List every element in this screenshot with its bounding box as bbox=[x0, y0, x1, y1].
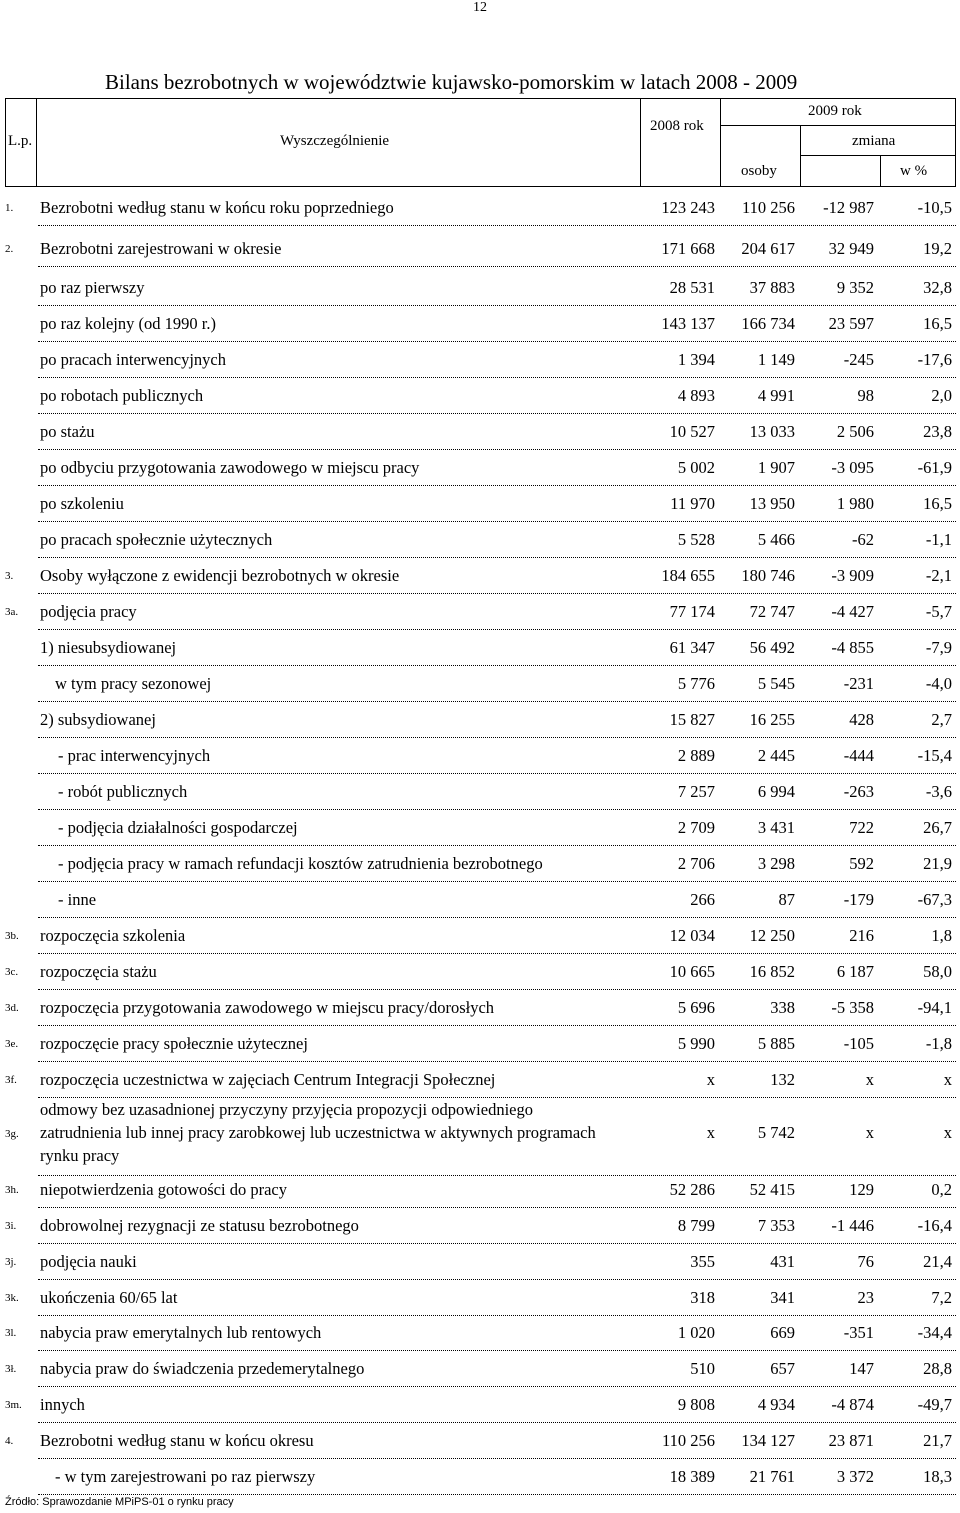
row-value-v2008: 11 970 bbox=[670, 494, 715, 513]
row-value-pct: 21,9 bbox=[923, 854, 952, 873]
row-value-pct: -34,4 bbox=[917, 1323, 952, 1342]
row-value-diff: -105 bbox=[843, 1034, 874, 1053]
row-value-v2009: 6 994 bbox=[757, 782, 795, 801]
row-value-v2008: 52 286 bbox=[669, 1180, 715, 1199]
row-value-v2008: 510 bbox=[690, 1359, 715, 1378]
row-separator bbox=[38, 701, 956, 702]
row-label: - podjęcia działalności gospodarczej bbox=[58, 818, 298, 837]
row-value-diff: -179 bbox=[843, 890, 874, 909]
row-value-v2009: 1 149 bbox=[757, 350, 795, 369]
row-lp: 3g. bbox=[5, 1128, 19, 1140]
row-value-v2008: 5 528 bbox=[677, 530, 715, 549]
row-separator bbox=[38, 449, 956, 450]
row-label: dobrowolnej rezygnacji ze statusu bezrobotnego bbox=[40, 1216, 359, 1235]
table-row bbox=[0, 1034, 960, 1056]
row-separator bbox=[38, 593, 956, 594]
row-value-diff: 216 bbox=[849, 926, 874, 945]
row-separator bbox=[38, 1175, 956, 1176]
header-zmiana: zmiana bbox=[852, 133, 896, 149]
row-separator bbox=[38, 1458, 956, 1459]
row-separator bbox=[38, 1422, 956, 1423]
row-value-diff: 9 352 bbox=[836, 278, 874, 297]
row-value-v2008: 5 776 bbox=[677, 674, 715, 693]
row-label: po szkoleniu bbox=[40, 494, 124, 513]
table-row bbox=[0, 566, 960, 588]
table-row bbox=[0, 674, 960, 696]
table-row bbox=[0, 746, 960, 768]
row-value-diff: -444 bbox=[843, 746, 874, 765]
row-label: Osoby wyłączone z ewidencji bezrobotnych w okresie bbox=[40, 566, 400, 585]
row-separator bbox=[38, 1061, 956, 1062]
row-separator bbox=[38, 557, 956, 558]
row-value-v2009: 5 466 bbox=[757, 530, 795, 549]
row-lp: 3l. bbox=[5, 1327, 17, 1339]
row-value-pct: -17,6 bbox=[917, 350, 952, 369]
row-value-diff: -231 bbox=[843, 674, 874, 693]
row-value-diff: 722 bbox=[849, 818, 874, 837]
row-value-pct: 1,8 bbox=[931, 926, 952, 945]
row-separator bbox=[38, 1386, 956, 1387]
row-separator bbox=[38, 1350, 956, 1351]
row-value-v2008: 123 243 bbox=[661, 198, 715, 217]
row-label: ukończenia 60/65 lat bbox=[40, 1288, 178, 1307]
row-value-pct: -61,9 bbox=[917, 458, 952, 477]
table-row bbox=[0, 494, 960, 516]
row-value-v2008: 7 257 bbox=[677, 782, 715, 801]
row-value-v2009: 87 bbox=[778, 890, 795, 909]
row-separator bbox=[38, 989, 956, 990]
table-title: Bilans bezrobotnych w województwie kujawsko-pomorskim w latach 2008 - 2009 bbox=[105, 70, 798, 94]
row-label: rozpoczęcia szkolenia bbox=[40, 926, 186, 945]
table-row bbox=[0, 1323, 960, 1345]
row-label: rozpoczęcie pracy społecznie użytecznej bbox=[40, 1034, 308, 1053]
table-row bbox=[0, 638, 960, 660]
row-value-pct: -5,7 bbox=[925, 602, 952, 621]
row-value-v2008: 9 808 bbox=[677, 1395, 715, 1414]
row-lp: 3c. bbox=[5, 966, 19, 978]
row-label: po pracach interwencyjnych bbox=[40, 350, 226, 369]
row-value-v2009: 1 907 bbox=[757, 458, 795, 477]
row-value-v2008: 28 531 bbox=[669, 278, 715, 297]
row-value-pct: 16,5 bbox=[923, 494, 952, 513]
row-value-v2009: 3 298 bbox=[757, 854, 795, 873]
row-value-v2008: x bbox=[706, 1070, 715, 1089]
row-separator bbox=[38, 266, 956, 267]
row-lp: 3m. bbox=[5, 1399, 22, 1411]
row-value-diff: -4 874 bbox=[831, 1395, 874, 1414]
table-row bbox=[0, 962, 960, 984]
row-value-v2009: 4 934 bbox=[757, 1395, 795, 1414]
row-separator bbox=[38, 377, 956, 378]
row-lp: 3e. bbox=[5, 1038, 19, 1050]
row-value-diff: 6 187 bbox=[836, 962, 874, 981]
row-value-v2009: 72 747 bbox=[749, 602, 795, 621]
row-value-diff: x bbox=[865, 1123, 874, 1142]
row-value-v2009: 132 bbox=[770, 1070, 795, 1089]
row-value-diff: 129 bbox=[849, 1180, 874, 1199]
row-lp: 3k. bbox=[5, 1292, 19, 1304]
row-separator bbox=[38, 1315, 956, 1316]
row-value-pct: 19,2 bbox=[923, 239, 952, 258]
table-row bbox=[0, 818, 960, 840]
table-row bbox=[0, 1359, 960, 1381]
row-lp: 3i. bbox=[5, 1220, 17, 1232]
row-value-diff: 23 bbox=[857, 1288, 874, 1307]
row-lp: 4. bbox=[5, 1435, 14, 1447]
row-value-pct: -10,5 bbox=[917, 198, 952, 217]
row-value-pct: -16,4 bbox=[917, 1216, 952, 1235]
row-value-diff: -1 446 bbox=[831, 1216, 874, 1235]
row-value-pct: -4,0 bbox=[925, 674, 952, 693]
row-label: rozpoczęcia uczestnictwa w zajęciach Centrum Integracji Społecznej bbox=[40, 1070, 496, 1089]
table-row bbox=[0, 278, 960, 300]
table-row bbox=[0, 926, 960, 948]
row-value-diff: 592 bbox=[849, 854, 874, 873]
row-separator bbox=[38, 1279, 956, 1280]
row-value-v2009: 21 761 bbox=[749, 1467, 795, 1486]
row-value-v2009: 166 734 bbox=[741, 314, 795, 333]
row-value-diff: 1 980 bbox=[836, 494, 874, 513]
row-value-pct: -1,1 bbox=[925, 530, 952, 549]
row-value-pct: 28,8 bbox=[923, 1359, 952, 1378]
table-row bbox=[0, 1431, 960, 1453]
table-row bbox=[0, 458, 960, 480]
row-value-diff: -62 bbox=[852, 530, 874, 549]
row-value-diff: -245 bbox=[843, 350, 874, 369]
row-value-diff: -3 909 bbox=[831, 566, 874, 585]
row-lp: 3a. bbox=[5, 606, 19, 618]
header-osoby: osoby bbox=[741, 163, 777, 179]
row-label: niepotwierdzenia gotowości do pracy bbox=[40, 1180, 287, 1199]
row-separator bbox=[38, 1243, 956, 1244]
header-item: Wyszczególnienie bbox=[280, 133, 390, 149]
row-value-diff: -4 855 bbox=[831, 638, 874, 657]
row-value-diff: -3 095 bbox=[831, 458, 874, 477]
row-label: innych bbox=[40, 1395, 85, 1414]
table-row bbox=[0, 890, 960, 912]
row-separator bbox=[38, 737, 956, 738]
row-value-v2008: 12 034 bbox=[669, 926, 715, 945]
row-label: rozpoczęcia stażu bbox=[40, 962, 157, 981]
row-value-v2009: 180 746 bbox=[741, 566, 795, 585]
row-value-v2008: 5 990 bbox=[677, 1034, 715, 1053]
row-separator bbox=[38, 485, 956, 486]
row-value-v2008: 143 137 bbox=[661, 314, 715, 333]
header-percent: w % bbox=[900, 163, 928, 179]
table-row bbox=[0, 854, 960, 876]
row-lp: 3j. bbox=[5, 1256, 17, 1268]
row-value-diff: 23 871 bbox=[828, 1431, 874, 1450]
row-value-v2008: 318 bbox=[690, 1288, 715, 1307]
row-value-v2008: 61 347 bbox=[669, 638, 715, 657]
row-label: - podjęcia pracy w ramach refundacji kosztów zatrudnienia bezrobotnego bbox=[58, 854, 543, 873]
table-row bbox=[0, 602, 960, 624]
row-lp: 3f. bbox=[5, 1074, 17, 1086]
row-value-pct: -15,4 bbox=[917, 746, 952, 765]
row-label: - inne bbox=[58, 890, 97, 909]
table-row bbox=[0, 1216, 960, 1238]
row-value-v2008: 2 709 bbox=[677, 818, 715, 837]
table-row bbox=[0, 1180, 960, 1202]
row-value-v2008: 10 665 bbox=[669, 962, 715, 981]
row-value-pct: x bbox=[943, 1070, 952, 1089]
row-value-v2009: 669 bbox=[770, 1323, 795, 1342]
row-value-diff: 2 506 bbox=[836, 422, 874, 441]
row-value-v2009: 5 545 bbox=[757, 674, 795, 693]
row-label: w tym pracy sezonowej bbox=[55, 674, 212, 693]
row-value-v2008: 355 bbox=[690, 1252, 715, 1271]
row-value-pct: x bbox=[943, 1123, 952, 1142]
row-lp: 3d. bbox=[5, 1002, 19, 1014]
row-value-pct: -2,1 bbox=[925, 566, 952, 585]
row-value-v2009: 5 742 bbox=[757, 1123, 795, 1142]
row-label: Bezrobotni według stanu w końcu roku poprzedniego bbox=[40, 198, 394, 217]
row-value-pct: -67,3 bbox=[917, 890, 952, 909]
row-value-v2009: 431 bbox=[770, 1252, 795, 1271]
row-value-v2009: 657 bbox=[770, 1359, 795, 1378]
row-value-v2009: 13 033 bbox=[749, 422, 795, 441]
row-value-v2009: 16 255 bbox=[749, 710, 795, 729]
row-value-v2008: 5 696 bbox=[677, 998, 715, 1017]
row-value-diff: 98 bbox=[857, 386, 874, 405]
row-value-pct: 26,7 bbox=[923, 818, 952, 837]
table-row bbox=[0, 350, 960, 372]
row-lp: 3b. bbox=[5, 930, 19, 942]
row-value-v2008: 4 893 bbox=[677, 386, 715, 405]
row-label: nabycia praw emerytalnych lub rentowych bbox=[40, 1323, 322, 1342]
row-value-pct: 21,7 bbox=[923, 1431, 952, 1450]
table-row bbox=[0, 1288, 960, 1310]
row-value-v2009: 16 852 bbox=[749, 962, 795, 981]
table-row bbox=[0, 1100, 960, 1170]
row-separator bbox=[38, 305, 956, 306]
row-separator bbox=[38, 881, 956, 882]
row-value-v2008: 1 394 bbox=[677, 350, 715, 369]
row-label: podjęcia pracy bbox=[40, 602, 137, 621]
row-lp: 3. bbox=[5, 570, 14, 582]
table-row bbox=[0, 314, 960, 336]
row-label: Bezrobotni według stanu w końcu okresu bbox=[40, 1431, 314, 1450]
row-value-diff: -12 987 bbox=[823, 198, 874, 217]
row-value-diff: 428 bbox=[849, 710, 874, 729]
row-value-v2009: 341 bbox=[770, 1288, 795, 1307]
row-value-v2009: 56 492 bbox=[749, 638, 795, 657]
row-label: rozpoczęcia przygotowania zawodowego w miejscu pracy/dorosłych bbox=[40, 998, 495, 1017]
row-lp: 2. bbox=[5, 243, 14, 255]
table-row bbox=[0, 998, 960, 1020]
row-label: odmowy bez uzasadnionej przyczyny przyjęcia propozycji odpowiedniego zatrudnienia lub innej pracy zarobkowej lub uczestnictwa w aktywnych programach rynku pracy bbox=[40, 1100, 596, 1165]
row-value-pct: 0,2 bbox=[931, 1180, 952, 1199]
row-value-v2009: 134 127 bbox=[741, 1431, 795, 1450]
row-value-v2008: 5 002 bbox=[677, 458, 715, 477]
row-value-pct: 2,7 bbox=[931, 710, 952, 729]
row-label: - prac interwencyjnych bbox=[58, 746, 211, 765]
row-value-diff: x bbox=[865, 1070, 874, 1089]
row-separator bbox=[38, 809, 956, 810]
row-value-pct: -7,9 bbox=[925, 638, 952, 657]
row-label: podjęcia nauki bbox=[40, 1252, 137, 1271]
row-separator bbox=[38, 413, 956, 414]
row-separator bbox=[38, 1494, 956, 1495]
row-value-v2009: 3 431 bbox=[757, 818, 795, 837]
row-value-v2008: 8 799 bbox=[677, 1216, 715, 1235]
row-value-v2008: 171 668 bbox=[661, 239, 715, 258]
row-value-v2009: 2 445 bbox=[757, 746, 795, 765]
table-row bbox=[0, 386, 960, 408]
row-label: po pracach społecznie użytecznych bbox=[40, 530, 273, 549]
row-value-pct: 23,8 bbox=[923, 422, 952, 441]
row-separator bbox=[38, 629, 956, 630]
row-value-diff: 32 949 bbox=[828, 239, 874, 258]
row-value-v2008: 184 655 bbox=[661, 566, 715, 585]
row-value-v2008: 1 020 bbox=[677, 1323, 715, 1342]
row-separator bbox=[38, 845, 956, 846]
row-label: nabycia praw do świadczenia przedemerytalnego bbox=[40, 1359, 365, 1378]
table-row bbox=[0, 530, 960, 552]
row-value-v2009: 52 415 bbox=[749, 1180, 795, 1199]
row-value-pct: -94,1 bbox=[917, 998, 952, 1017]
row-value-v2008: 2 889 bbox=[677, 746, 715, 765]
row-separator bbox=[38, 225, 956, 226]
row-value-pct: -1,8 bbox=[925, 1034, 952, 1053]
row-value-v2008: 15 827 bbox=[669, 710, 715, 729]
row-value-v2009: 37 883 bbox=[749, 278, 795, 297]
row-value-diff: 76 bbox=[857, 1252, 874, 1271]
table-row bbox=[0, 1070, 960, 1092]
row-value-pct: 21,4 bbox=[923, 1252, 952, 1271]
row-value-v2008: 10 527 bbox=[669, 422, 715, 441]
page-number: 12 bbox=[473, 0, 487, 15]
row-value-diff: 3 372 bbox=[836, 1467, 874, 1486]
row-value-v2009: 204 617 bbox=[741, 239, 795, 258]
row-value-v2008: 2 706 bbox=[677, 854, 715, 873]
row-value-pct: 2,0 bbox=[931, 386, 952, 405]
row-label: po odbyciu przygotowania zawodowego w miejscu pracy bbox=[40, 458, 420, 477]
row-separator bbox=[38, 953, 956, 954]
row-lp: 3ł. bbox=[5, 1363, 17, 1375]
row-separator bbox=[38, 917, 956, 918]
row-value-v2008: 266 bbox=[690, 890, 715, 909]
table-row bbox=[0, 1252, 960, 1274]
row-value-pct: 18,3 bbox=[923, 1467, 952, 1486]
row-value-diff: -4 427 bbox=[831, 602, 874, 621]
table-row bbox=[0, 422, 960, 444]
row-separator bbox=[38, 1025, 956, 1026]
table-row bbox=[0, 1467, 960, 1489]
row-separator bbox=[38, 521, 956, 522]
row-value-pct: -3,6 bbox=[925, 782, 952, 801]
table-row bbox=[0, 198, 960, 220]
table-row bbox=[0, 710, 960, 732]
row-value-pct: 32,8 bbox=[923, 278, 952, 297]
header-lp: L.p. bbox=[8, 133, 33, 149]
header-2008: 2008 rok bbox=[650, 118, 704, 134]
row-value-diff: 23 597 bbox=[828, 314, 874, 333]
row-label: po raz pierwszy bbox=[40, 278, 145, 297]
row-value-v2008: 110 256 bbox=[661, 1431, 715, 1450]
row-label: - robót publicznych bbox=[58, 782, 188, 801]
row-value-pct: 16,5 bbox=[923, 314, 952, 333]
row-label: po raz kolejny (od 1990 r.) bbox=[40, 314, 216, 333]
row-label: Bezrobotni zarejestrowani w okresie bbox=[40, 239, 282, 258]
row-value-v2009: 7 353 bbox=[757, 1216, 795, 1235]
row-value-diff: -351 bbox=[843, 1323, 874, 1342]
row-value-v2008: 18 389 bbox=[669, 1467, 715, 1486]
row-separator bbox=[38, 341, 956, 342]
table-row bbox=[0, 239, 960, 261]
row-value-v2009: 4 991 bbox=[757, 386, 795, 405]
table-row bbox=[0, 1395, 960, 1417]
row-value-v2009: 12 250 bbox=[749, 926, 795, 945]
row-separator bbox=[38, 773, 956, 774]
row-value-v2008: 77 174 bbox=[669, 602, 715, 621]
row-separator bbox=[38, 1207, 956, 1208]
row-value-v2009: 5 885 bbox=[757, 1034, 795, 1053]
row-label: 1) niesubsydiowanej bbox=[40, 638, 177, 657]
row-label: 2) subsydiowanej bbox=[40, 710, 156, 729]
row-separator bbox=[38, 665, 956, 666]
source-note: Źródło: Sprawozdanie MPiPS-01 o rynku pracy bbox=[5, 1496, 234, 1508]
row-value-diff: -5 358 bbox=[831, 998, 874, 1017]
row-value-pct: 7,2 bbox=[931, 1288, 952, 1307]
row-label: - w tym zarejestrowani po raz pierwszy bbox=[55, 1467, 316, 1486]
row-value-diff: -263 bbox=[843, 782, 874, 801]
row-value-v2009: 338 bbox=[770, 998, 795, 1017]
row-label: po robotach publicznych bbox=[40, 386, 204, 405]
row-value-pct: -49,7 bbox=[917, 1395, 952, 1414]
row-label: po stażu bbox=[40, 422, 95, 441]
row-lp: 3h. bbox=[5, 1184, 19, 1196]
row-lp: 1. bbox=[5, 202, 14, 214]
row-value-v2009: 13 950 bbox=[749, 494, 795, 513]
table-row bbox=[0, 782, 960, 804]
row-value-v2008: x bbox=[706, 1123, 715, 1142]
row-value-pct: 58,0 bbox=[923, 962, 952, 981]
row-value-diff: 147 bbox=[849, 1359, 874, 1378]
header-2009: 2009 rok bbox=[808, 103, 862, 119]
row-value-v2009: 110 256 bbox=[741, 198, 795, 217]
